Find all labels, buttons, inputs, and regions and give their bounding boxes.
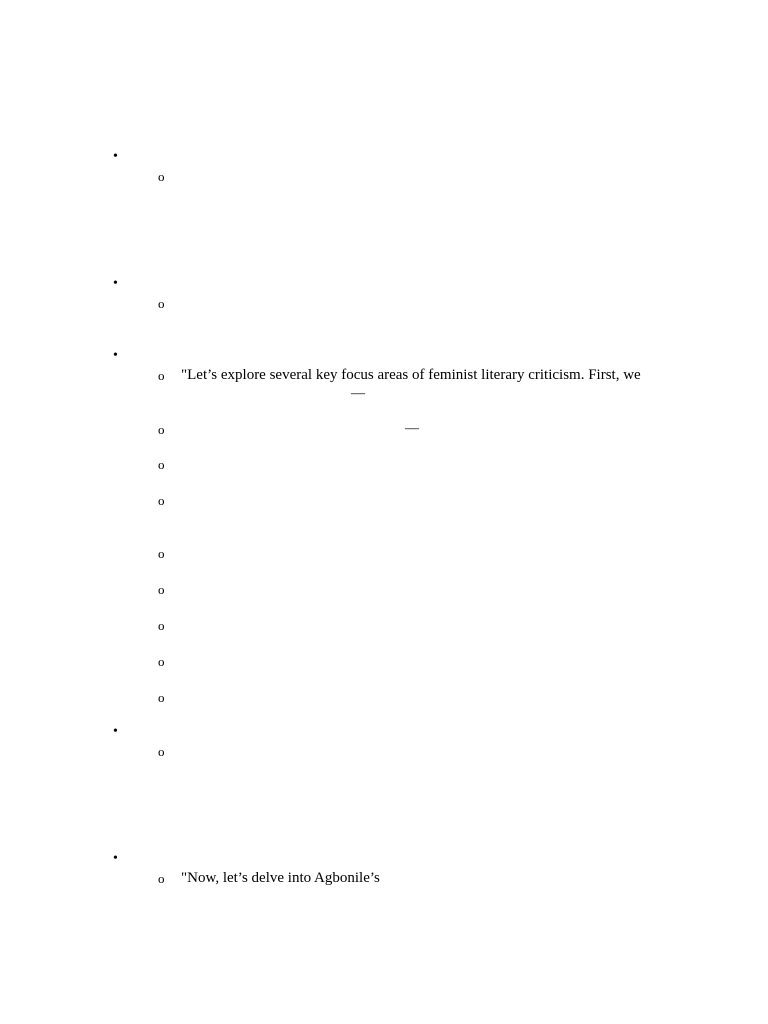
sub-list-bullet: o — [158, 654, 165, 669]
list-item-text: "Now, let’s delve into Agbonile’s — [181, 870, 380, 886]
sub-list-bullet: o — [158, 422, 165, 437]
em-dash: — — [351, 386, 365, 401]
list-bullet: • — [113, 348, 118, 363]
sub-list-bullet: o — [158, 618, 165, 633]
sub-list-bullet: o — [158, 493, 165, 508]
sub-list-bullet: o — [158, 296, 165, 311]
list-bullet: • — [113, 149, 118, 164]
sub-list-bullet: o — [158, 582, 165, 597]
list-bullet: • — [113, 276, 118, 291]
list-item-text: "Let’s explore several key focus areas of feminist literary criticism. First, we — [181, 367, 641, 383]
sub-list-bullet: o — [158, 744, 165, 759]
list-bullet: • — [113, 851, 118, 866]
sub-list-bullet: o — [158, 169, 165, 184]
em-dash: — — [405, 421, 419, 436]
sub-list-bullet: o — [158, 690, 165, 705]
sub-list-bullet: o — [158, 457, 165, 472]
list-bullet: • — [113, 724, 118, 739]
sub-list-bullet: o — [158, 871, 165, 886]
sub-list-bullet: o — [158, 546, 165, 561]
sub-list-bullet: o — [158, 368, 165, 383]
